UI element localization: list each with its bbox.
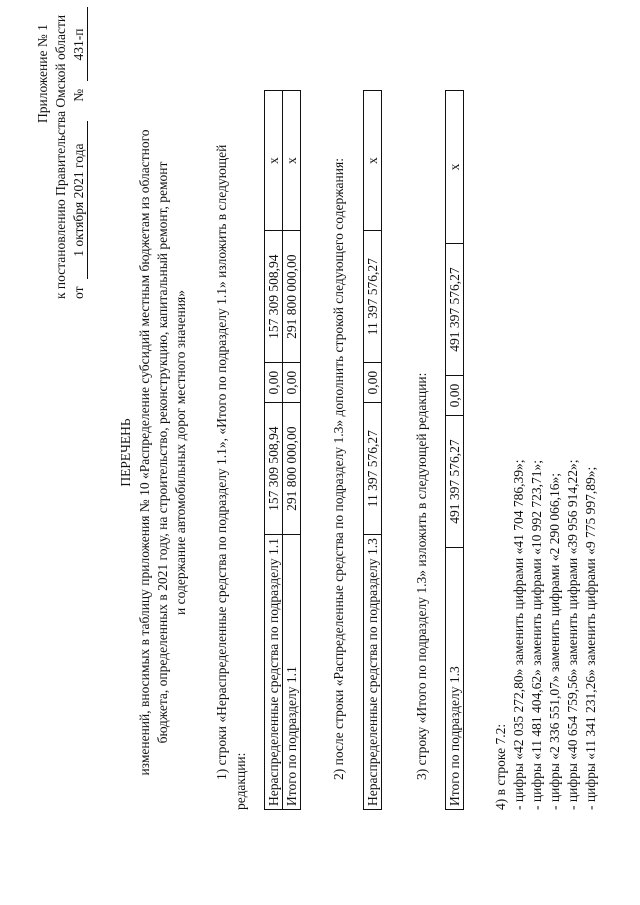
table-1: [264, 90, 301, 810]
subtitle-line-3: и содержание автомобильных дорог местного значения»: [173, 290, 188, 615]
table-cell: х: [265, 91, 283, 231]
table-3: [445, 90, 464, 810]
item-4-line: - цифры «11 481 404,62» заменить цифрами «10 992 723,71»;: [529, 460, 544, 810]
item-4-line: - цифры «2 336 551,07» заменить цифрами «2 290 066,16»;: [547, 473, 562, 810]
table-row: [446, 91, 464, 810]
table-cell: Итого по подразделу 1.3: [446, 548, 464, 810]
table-cell: 157 309 508,94: [265, 231, 283, 363]
table-cell: 291 800 000,00: [283, 231, 301, 363]
table-row: [283, 91, 301, 810]
table-cell: 0,00: [446, 376, 464, 416]
table-2: [363, 90, 382, 810]
table-cell: 11 397 576,27: [364, 403, 382, 535]
appendix-number: 431-п: [70, 8, 88, 82]
table-cell: 0,00: [364, 363, 382, 403]
item-1-text-cont: редакции:: [233, 752, 248, 810]
table-cell: 0,00: [265, 363, 283, 403]
appendix-no-sign: №: [71, 88, 86, 102]
table-cell: Итого по подразделу 1.1: [283, 535, 301, 810]
item-4-line: - цифры «11 341 231,26» заменить цифрами «9 775 997,89»;: [583, 466, 598, 810]
item-4-line: - цифры «40 654 759,56» заменить цифрами «39 956 914,22»;: [565, 459, 580, 810]
item-4-line: - цифры «42 035 272,80» заменить цифрами «41 704 786,39»;: [511, 459, 526, 810]
table-cell: х: [446, 91, 464, 244]
table-cell: 11 397 576,27: [364, 231, 382, 363]
item-4-header: 4) в строке 7.2:: [493, 723, 508, 810]
table-cell: 157 309 508,94: [265, 403, 283, 535]
document-title: ПЕРЕЧЕНЬ: [118, 418, 133, 487]
table-cell: Нераспределенные средства по подразделу 1.3: [364, 535, 382, 810]
table-cell: Нераспределенные средства по подразделу 1.1: [265, 535, 283, 810]
appendix-date: 1 октября 2021 года: [70, 121, 88, 279]
appendix-ot: от: [71, 286, 86, 299]
table-cell: 491 397 576,27: [446, 244, 464, 376]
table-cell: 291 800 000,00: [283, 403, 301, 535]
table-cell: 491 397 576,27: [446, 416, 464, 548]
table-cell: х: [364, 91, 382, 231]
item-2-text: 2) после строки «Распределенные средства по подразделу 1.3» дополнить строкой следующего содержания:: [331, 158, 346, 780]
appendix-line-2: к постановлению Правительства Омской области: [53, 14, 68, 299]
table-row: [265, 91, 283, 810]
subtitle-line-1: изменений, вносимых в таблицу приложения № 10 «Распределение субсидий местным бюджетам из областного: [137, 129, 152, 776]
item-1-text: 1) строки «Нераспределенные средства по подразделу 1.1», «Итого по подразделу 1.1» изложить в следующей: [214, 144, 229, 780]
table-row: [364, 91, 382, 810]
subtitle-line-2: бюджета, определенных в 2021 году, на строительство, реконструкцию, капитальный ремонт, ремонт: [155, 161, 170, 744]
appendix-date-line: [70, 8, 88, 300]
appendix-line-1: Приложение № 1: [35, 24, 50, 123]
table-cell: 0,00: [283, 363, 301, 403]
item-3-text: 3) строку «Итого по подразделу 1.3» изложить в следующей редакции:: [414, 372, 429, 780]
table-cell: х: [283, 91, 301, 231]
